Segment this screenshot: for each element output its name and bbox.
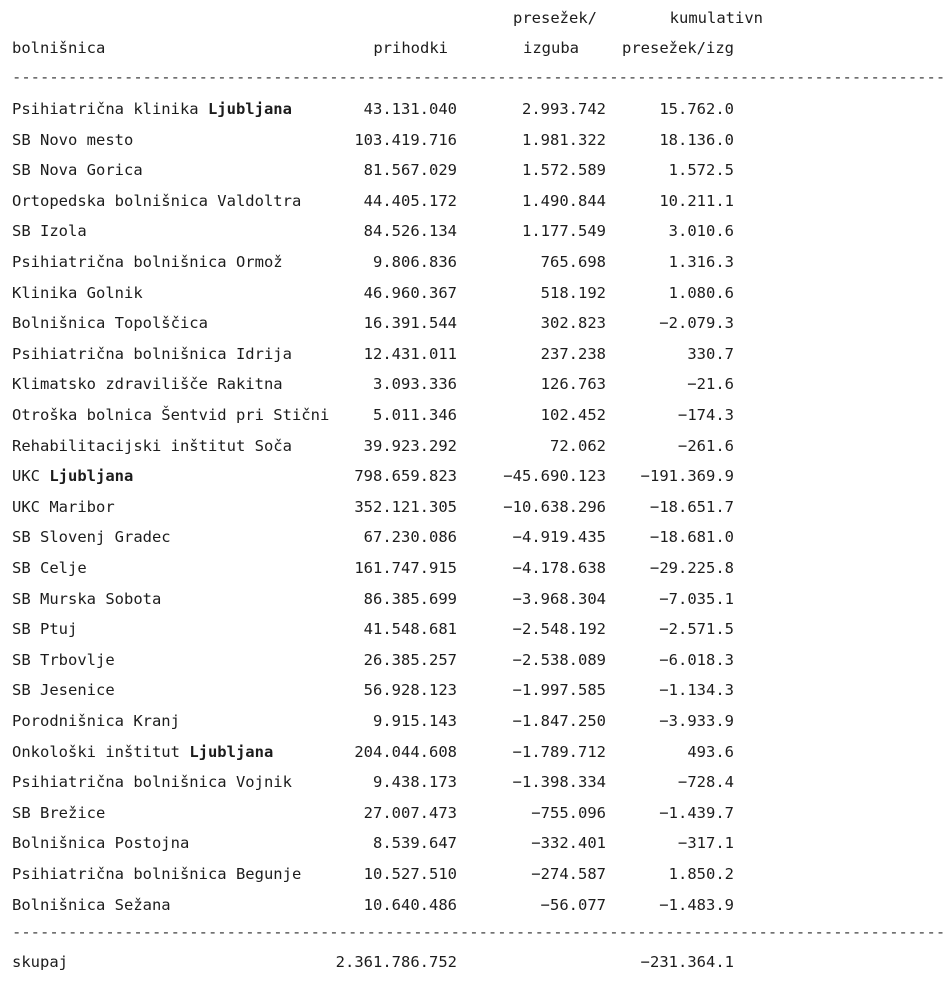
profit-cell: 1.981.322 — [522, 130, 606, 149]
revenue-cell: 9.806.836 — [373, 253, 457, 271]
table-row — [0, 345, 800, 367]
table-row — [0, 651, 800, 673]
hospital-name-text: Klinika Golnik — [12, 283, 143, 302]
profit-cell: 1.490.844 — [522, 191, 606, 210]
table-row — [0, 773, 800, 795]
total-label: skupaj — [12, 953, 68, 971]
revenue-cell: 16.391.544 — [363, 314, 457, 333]
cumulative-cell: 1.316.3 — [668, 253, 734, 271]
profit-cell: 126.763 — [540, 375, 606, 394]
hospital-name — [12, 651, 115, 669]
total-row — [0, 953, 800, 975]
cumulative-cell: −3.933.9 — [659, 712, 734, 730]
table-row — [0, 192, 800, 214]
hospital-name — [12, 375, 283, 393]
cumulative-cell: −728.4 — [678, 773, 734, 792]
hospital-name-text: Psihiatrična klinika — [12, 100, 208, 118]
hospital-name-text: Rehabilitacijski inštitut Soča — [12, 436, 292, 455]
revenue-cell: 5.011.346 — [373, 406, 457, 424]
hospital-name-bold: Ljubljana — [207, 100, 292, 118]
table-row — [0, 253, 800, 275]
profit-cell: −1.398.334 — [512, 773, 606, 792]
hospital-name — [12, 284, 143, 302]
cumulative-cell: 18.136.0 — [659, 130, 734, 149]
table-row — [0, 222, 800, 244]
table-row — [0, 681, 800, 703]
header-divider: ---------------------------------------------------------------------------------------------------- — [12, 68, 945, 86]
hospital-name-text: Klimatsko zdravilišče Rakitna — [12, 375, 283, 394]
revenue-cell: 798.659.823 — [354, 467, 457, 486]
table-row — [0, 498, 800, 520]
hospital-name-text: Psihiatrična bolnišnica Begunje — [12, 865, 302, 883]
hospital-name-text: SB Nova Gorica — [12, 161, 143, 180]
revenue-cell: 84.526.134 — [363, 222, 457, 241]
table-row — [0, 712, 800, 734]
profit-cell: −10.638.296 — [503, 497, 606, 516]
cumulative-cell: −317.1 — [678, 834, 734, 853]
total-cumulative: −231.364.1 — [640, 953, 734, 971]
profit-cell: −45.690.123 — [503, 467, 606, 486]
hospital-name-text: SB Trbovlje — [12, 650, 115, 669]
hospital-name — [12, 467, 133, 485]
cumulative-cell: −2.571.5 — [659, 620, 734, 639]
table-row — [0, 590, 800, 612]
revenue-cell: 3.093.336 — [373, 375, 457, 394]
revenue-cell: 204.044.608 — [354, 742, 457, 761]
hospital-name — [12, 345, 292, 363]
hospital-name-text: Otroška bolnica Šentvid pri Stični — [12, 406, 330, 424]
hospital-name-text: SB Brežice — [12, 803, 106, 822]
revenue-cell: 161.747.915 — [354, 559, 457, 577]
hospital-name — [12, 498, 115, 516]
cumulative-cell: −2.079.3 — [659, 314, 734, 333]
table-row — [0, 804, 800, 826]
table-row — [0, 620, 800, 642]
table-row — [0, 467, 800, 489]
profit-cell: −274.587 — [531, 865, 606, 883]
table-row — [0, 896, 800, 918]
cumulative-cell: 1.080.6 — [668, 283, 734, 302]
hospital-name-bold: Ljubljana — [49, 467, 134, 486]
cumulative-cell: 3.010.6 — [668, 222, 734, 241]
cumulative-cell: −18.651.7 — [650, 497, 734, 516]
hospital-name — [12, 131, 133, 149]
header-revenue: prihodki — [373, 39, 448, 57]
hospital-name — [12, 620, 77, 638]
hospital-name — [12, 528, 171, 546]
revenue-cell: 43.131.040 — [363, 100, 457, 118]
profit-cell: −4.178.638 — [512, 559, 606, 577]
profit-cell: 1.177.549 — [522, 222, 606, 241]
profit-cell: −2.548.192 — [512, 620, 606, 639]
revenue-cell: 27.007.473 — [363, 803, 457, 822]
footer-divider: ---------------------------------------------------------------------------------------------------- — [12, 923, 945, 941]
hospital-name — [12, 896, 171, 914]
hospital-name — [12, 222, 87, 240]
table-row — [0, 284, 800, 306]
cumulative-cell: −191.369.9 — [640, 467, 734, 486]
revenue-cell: 26.385.257 — [363, 650, 457, 669]
cumulative-cell: −1.483.9 — [659, 895, 734, 914]
hospital-name — [12, 192, 301, 210]
table-row — [0, 437, 800, 459]
header-profit-line1: presežek/ — [513, 9, 597, 27]
revenue-cell: 103.419.716 — [354, 130, 457, 149]
revenue-cell: 86.385.699 — [363, 589, 457, 608]
hospital-name — [12, 773, 292, 791]
table-row — [0, 528, 800, 550]
hospital-name-text: SB Ptuj — [12, 620, 78, 639]
table-row — [0, 131, 800, 153]
hospital-name — [12, 712, 180, 730]
cumulative-cell: 330.7 — [687, 344, 734, 363]
table-row — [0, 314, 800, 336]
header-hospital: bolnišnica — [12, 39, 106, 57]
hospital-name-text: SB Izola — [12, 222, 87, 241]
hospital-name-text: Psihiatrična bolnišnica Idrija — [12, 344, 292, 363]
table-row — [0, 559, 800, 581]
hospital-name — [12, 100, 292, 118]
profit-cell: −4.919.435 — [512, 528, 606, 547]
hospital-name — [12, 437, 292, 455]
profit-cell: −755.096 — [531, 803, 606, 822]
revenue-cell: 12.431.011 — [363, 344, 457, 363]
cumulative-cell: 1.850.2 — [668, 865, 734, 883]
profit-cell: −3.968.304 — [512, 589, 606, 608]
cumulative-cell: −18.681.0 — [650, 528, 734, 547]
cumulative-cell: −1.439.7 — [659, 803, 734, 822]
cumulative-cell: −6.018.3 — [659, 650, 734, 669]
cumulative-cell: −1.134.3 — [659, 681, 734, 700]
cumulative-cell: 15.762.0 — [659, 100, 734, 118]
profit-cell: 765.698 — [540, 253, 606, 271]
revenue-cell: 10.640.486 — [363, 895, 457, 914]
hospital-name — [12, 559, 87, 577]
hospital-name — [12, 314, 208, 332]
hospital-name-text: Onkološki inštitut — [12, 742, 190, 761]
profit-cell: 72.062 — [550, 436, 606, 455]
header-cumulative-line2: presežek/izg — [622, 39, 734, 57]
revenue-cell: 41.548.681 — [363, 620, 457, 639]
cumulative-cell: 10.211.1 — [659, 191, 734, 210]
hospital-name — [12, 253, 283, 271]
profit-cell: 302.823 — [540, 314, 606, 333]
cumulative-cell: −29.225.8 — [650, 559, 734, 577]
table-row — [0, 743, 800, 765]
table-row — [0, 375, 800, 397]
revenue-cell: 44.405.172 — [363, 191, 457, 210]
cumulative-cell: −174.3 — [678, 406, 734, 424]
hospital-name — [12, 743, 273, 761]
cumulative-cell: 1.572.5 — [668, 161, 734, 180]
header-profit-line2: izguba — [523, 39, 579, 57]
profit-cell: −56.077 — [540, 895, 606, 914]
hospital-name-text: Ortopedska bolnišnica Valdoltra — [12, 191, 302, 210]
table-row — [0, 406, 800, 428]
hospital-name-text: Bolnišnica Sežana — [12, 895, 171, 914]
hospital-name-text: UKC Maribor — [12, 497, 115, 516]
header-cumulative-line1: kumulativn — [669, 9, 763, 27]
profit-cell: −332.401 — [531, 834, 606, 853]
table-row — [0, 865, 800, 887]
hospital-name — [12, 406, 329, 424]
hospital-name-text: SB Novo mesto — [12, 130, 134, 149]
revenue-cell: 39.923.292 — [363, 436, 457, 455]
profit-cell: −1.847.250 — [512, 712, 606, 730]
cumulative-cell: −261.6 — [678, 436, 734, 455]
revenue-cell: 56.928.123 — [363, 681, 457, 700]
profit-cell: 102.452 — [540, 406, 606, 424]
profit-cell: 237.238 — [540, 344, 606, 363]
hospital-name-text: UKC — [12, 467, 50, 486]
revenue-cell: 46.960.367 — [363, 283, 457, 302]
hospital-name-text: SB Celje — [12, 559, 87, 577]
revenue-cell: 9.438.173 — [373, 773, 457, 792]
table-row — [0, 100, 800, 122]
revenue-cell: 10.527.510 — [363, 865, 457, 883]
hospital-name-text: SB Jesenice — [12, 681, 115, 700]
profit-cell: 1.572.589 — [522, 161, 606, 180]
hospital-name — [12, 804, 105, 822]
profit-cell: −1.997.585 — [512, 681, 606, 700]
hospital-name — [12, 681, 115, 699]
hospital-name-text: Psihiatrična bolnišnica Ormož — [12, 253, 283, 271]
hospital-name — [12, 590, 161, 608]
hospital-name-text: Bolnišnica Topolščica — [12, 314, 208, 333]
hospital-name — [12, 161, 143, 179]
table-row — [0, 161, 800, 183]
cumulative-cell: 493.6 — [687, 742, 734, 761]
revenue-cell: 9.915.143 — [373, 712, 457, 730]
hospital-name — [12, 865, 301, 883]
profit-cell: 518.192 — [540, 283, 606, 302]
revenue-cell: 8.539.647 — [373, 834, 457, 853]
table-row — [0, 834, 800, 856]
profit-cell: 2.993.742 — [522, 100, 606, 118]
hospital-name-bold: Ljubljana — [189, 742, 274, 761]
hospital-name — [12, 834, 189, 852]
hospital-name-text: SB Slovenj Gradec — [12, 528, 171, 547]
revenue-cell: 81.567.029 — [363, 161, 457, 180]
hospital-name-text: Psihiatrična bolnišnica Vojnik — [12, 773, 292, 792]
revenue-cell: 352.121.305 — [354, 497, 457, 516]
hospital-name-text: Bolnišnica Postojna — [12, 834, 190, 853]
cumulative-cell: −21.6 — [687, 375, 734, 394]
profit-cell: −1.789.712 — [512, 742, 606, 761]
profit-cell: −2.538.089 — [512, 650, 606, 669]
revenue-cell: 67.230.086 — [363, 528, 457, 547]
cumulative-cell: −7.035.1 — [659, 589, 734, 608]
total-revenue: 2.361.786.752 — [335, 953, 457, 971]
hospital-name-text: SB Murska Sobota — [12, 589, 162, 608]
hospital-name-text: Porodnišnica Kranj — [12, 712, 180, 730]
